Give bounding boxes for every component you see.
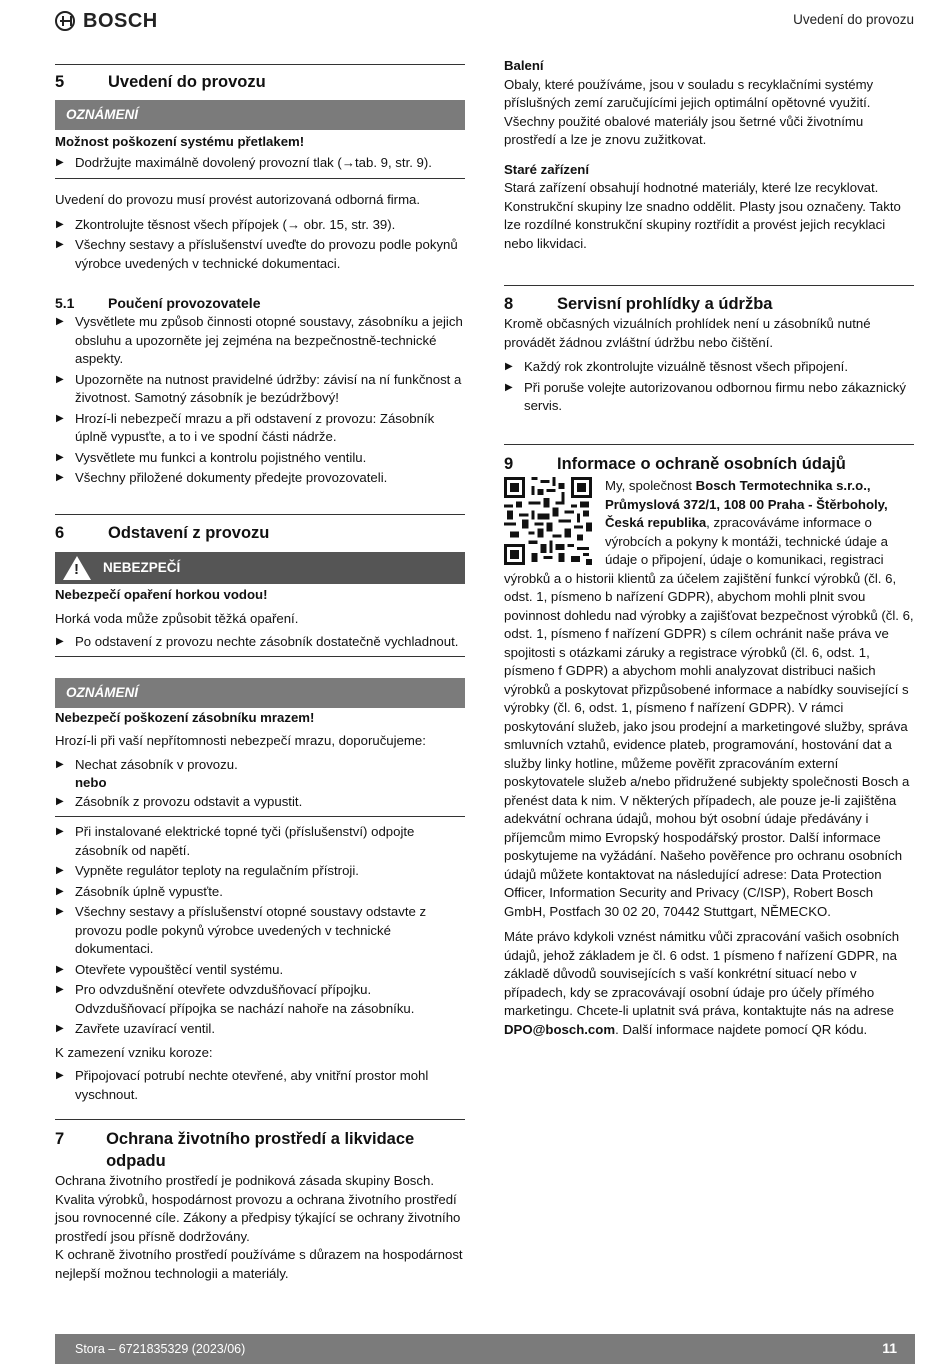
right-column-section-9 bbox=[504, 444, 914, 1039]
list-item: ▶ Všechny sestavy a příslušenství uveďte do provozu podle pokynů výrobce uvedených v technické dokumentaci. bbox=[55, 236, 465, 273]
divider bbox=[55, 656, 465, 657]
qr-code-icon[interactable] bbox=[504, 477, 592, 565]
page-number: 11 bbox=[882, 1340, 897, 1356]
running-header: Uvedení do provozu bbox=[793, 12, 914, 27]
privacy-paragraph-2: Máte právo kdykoli vznést námitku vůči zpracování vašich osobních údajů, jehož základem je čl. 6 odst. 1 písmeno f nařízení GDPR, na základě důvodů souvisejících s vaší konkrétní situací nebo v případech, kdy se zpracovávají osobní údaje pro účely přímého marketingu. Chcete-li uplatnit svá práva, kontaktujte nás na adrese DPO@bosch.com. Další informace najdete pomocí QR kódu. bbox=[504, 929, 900, 1037]
divider bbox=[55, 514, 465, 515]
bosch-logo bbox=[55, 8, 158, 34]
list-item: ▶ Každý rok zkontrolujte vizuálně těsnost všech připojení. bbox=[504, 358, 914, 377]
section-7-heading: 7 Ochrana životního prostředí a likvidace odpadu bbox=[55, 1130, 415, 1170]
notice-list-2 bbox=[55, 793, 465, 812]
left-column-section-6 bbox=[55, 514, 465, 1104]
notice-label: OZNÁMENÍ bbox=[55, 100, 465, 130]
list-item: ▶ Zavřete uzavírací ventil. bbox=[55, 1020, 465, 1039]
list-item: ▶ Zásobník z provozu odstavit a vypustit. bbox=[55, 793, 465, 812]
danger-text: Horká voda může způsobit těžká opaření. bbox=[55, 610, 299, 626]
corrosion-list bbox=[55, 1067, 465, 1104]
list-item: ▶ Zkontrolujte těsnost všech přípojek (→ obr. 15, str. 39). bbox=[55, 216, 465, 235]
list-item: ▶ Po odstavení z provozu nechte zásobník dostatečně vychladnout. bbox=[55, 633, 465, 652]
left-column-section-7 bbox=[55, 1119, 465, 1283]
document-id: Stora – 6721835329 (2023/06) bbox=[75, 1342, 246, 1356]
notice-list bbox=[55, 756, 465, 775]
notice-list bbox=[55, 154, 465, 173]
section-5-heading: 5 Uvedení do provozu bbox=[55, 73, 266, 91]
list-item: ▶ Nechat zásobník v provozu. bbox=[55, 756, 465, 775]
section-6-list bbox=[55, 823, 465, 1039]
list-item: ▶ Vysvětlete mu funkci a kontrolu pojistného ventilu. bbox=[55, 449, 465, 468]
dpo-email-link[interactable]: DPO@bosch.com bbox=[504, 1021, 616, 1037]
list-item: ▶ Upozorněte na nutnost pravidelné údržby: závisí na ní funkčnost a životnost. Samotný zásobník je bezúdržbový! bbox=[55, 371, 465, 408]
section-8-heading: 8 Servisní prohlídky a údržba bbox=[504, 295, 773, 313]
paragraph: Ochrana životního prostředí je podniková zásada skupiny Bosch. Kvalita výrobků, hospodárnost provozu a ochrana životního prostředí jsou rovnocenné cíle. Zákony a předpisy týkající se ochrany životního prostředí jsou přísně dodržovány. bbox=[55, 1173, 461, 1244]
list-item: ▶ Při instalované elektrické topné tyči (příslušenství) odpojte zásobník od napětí. bbox=[55, 823, 465, 860]
section-9-heading: 9 Informace o ochraně osobních údajů bbox=[504, 455, 846, 473]
list-item: ▶ Dodržujte maximálně dovolený provozní tlak (→tab. 9, str. 9). bbox=[55, 154, 465, 173]
divider bbox=[55, 1119, 465, 1120]
divider bbox=[55, 816, 465, 817]
list-item: ▶ Vysvětlete mu způsob činnosti otopné soustavy, zásobníku a jejich obsluhu a upozorněte jej zejména na bezpečnostně-technické aspekty. bbox=[55, 313, 465, 369]
right-column bbox=[504, 57, 914, 253]
left-column bbox=[55, 64, 465, 488]
list-item: ▶ Hrozí-li nebezpečí mrazu a při odstavení z provozu: Zásobník úplně vypusťte, a to i ve spodní části nádrže. bbox=[55, 410, 465, 447]
privacy-block bbox=[504, 477, 914, 1039]
section-5-list bbox=[55, 216, 465, 274]
list-item: ▶ Všechny sestavy a příslušenství otopné soustavy odstavte z provozu podle pokynů výrobce uvedených v technické dokumentaci. bbox=[55, 903, 465, 959]
page-footer bbox=[55, 1334, 915, 1364]
notice-heading: Možnost poškození systému přetlakem! bbox=[55, 134, 305, 149]
paragraph: Stará zařízení obsahují hodnotné materiály, které lze recyklovat. Konstrukční skupiny lze snadno oddělit. Plasty jsou označeny. Takto lze rozdílné konstrukční skupiny roztřídit a provést jejich recyklaci nebo likvidaci. bbox=[504, 180, 901, 251]
old-device-heading: Staré zařízení bbox=[504, 161, 590, 177]
brand-name: BOSCH bbox=[83, 9, 158, 32]
divider bbox=[55, 178, 465, 179]
bosch-armature-icon bbox=[55, 11, 75, 31]
list-item: ▶ Vypněte regulátor teploty na regulačním přístroji. bbox=[55, 862, 465, 881]
list-item: ▶ Pro odvzdušnění otevřete odvzdušňovací přípojku. Odvzdušňovací přípojka se nachází nahoře na zásobníku. bbox=[55, 981, 465, 1018]
list-item: ▶ Při poruše volejte autorizovanou odbornou firmu nebo zákaznický servis. bbox=[504, 379, 914, 416]
list-item: ▶ Připojovací potrubí nechte otevřené, aby vnitřní prostor mohl vyschnout. bbox=[55, 1067, 465, 1104]
danger-heading: Nebezpečí opaření horkou vodou! bbox=[55, 587, 268, 602]
paragraph: Kromě občasných vizuálních prohlídek není u zásobníků nutné provádět žádnou zvláštní údržbu nebo čištění. bbox=[504, 316, 871, 350]
section-6-heading: 6 Odstavení z provozu bbox=[55, 524, 270, 542]
privacy-paragraph: My, společnost Bosch Termotechnika s.r.o., Průmyslová 372/1, 108 00 Praha - Štěrboholy, Česká republika, zpracováváme informace o výrobcích a pokyny k montáži, technické údaje a údaje o připojení, údaje o komunikaci, registraci výrobků a o historii klientů za účelem zajištění funkcí výrobků (čl. 6, odst. 1, písmeno b nařízení GDPR), abychom mohli plnit svou povinnost dohledu nad výrobky a zajišťovat bezpečnost výrobků (čl. 6, odst. 1, písmeno f nařízení GDPR) s cílem ochránit naše práva ve spojitosti s otázkami záruky a registrace výrobků (čl. 6, odst. 1, písmeno f GDPR) a abychom mohli analyzovat distribuci našich výrobků a poskytovat přizpůsobené informace a nabídky související s výrobky (čl. 6, odst. 1, písmeno f nařízení GDPR). V rámci poskytování služeb, jako jsou prodejní a marketingové služby, správa smluvních vztahů, evidence plateb, programování, hostování dat a služby linky hotline, můžeme pověřit zpracováním externí poskytovatele služeb a/nebo přidružené subjekty společnosti Bosch a přenést data k nim. V některých případech, ale pouze je-li zajištěna adekvátní ochrana údajů, mohou být osobní údaje předávány i příjemcům mimo Evropský hospodářský prostor. Další informace poskytujeme na vyžádání. Našeho pověřence pro ochranu osobních údajů můžete kontaktovat na následující adrese: Data Protection Officer, Information Security and Privacy (C/ISP), Robert Bosch GmbH, Postfach 30 02 20, 70442 Stuttgart, NĚMECKO. bbox=[504, 478, 914, 919]
list-item: ▶ Všechny přiložené dokumenty předejte provozovateli. bbox=[55, 469, 465, 488]
section-5-1-heading: 5.1 Poučení provozovatele bbox=[55, 295, 261, 311]
company-name: Bosch Termotechnika s.r.o., Průmyslová 372/1, 108 00 Praha - Štěrboholy, Česká republika bbox=[605, 478, 888, 530]
paragraph: Uvedení do provozu musí provést autorizovaná odborná firma. bbox=[55, 192, 421, 207]
warning-triangle-icon: ! bbox=[63, 556, 91, 580]
section-5-1-list bbox=[55, 313, 465, 488]
notice-or: nebo bbox=[75, 775, 107, 790]
paragraph: K ochraně životního prostředí používáme s důrazem na hospodárnost nejlepší možnou technologii a materiály. bbox=[55, 1247, 463, 1281]
paragraph: K zamezení vzniku koroze: bbox=[55, 1044, 213, 1060]
packaging-heading: Balení bbox=[504, 58, 544, 73]
right-column-section-8 bbox=[504, 285, 914, 416]
list-item: ▶ Otevřete vypouštěcí ventil systému. bbox=[55, 961, 465, 980]
divider bbox=[504, 444, 914, 445]
divider bbox=[504, 285, 914, 286]
notice-label: OZNÁMENÍ bbox=[55, 678, 465, 708]
notice-heading: Nebezpečí poškození zásobníku mrazem! bbox=[55, 709, 315, 725]
divider bbox=[55, 64, 465, 65]
danger-list bbox=[55, 633, 465, 652]
paragraph: Obaly, které používáme, jsou v souladu s recyklačními systémy příslušných zemí zaručujícími jejich optimální opětovné využití. Všechny použité obalové materiály jsou šetrné vůči životnímu prostředí a lze je znovu zužitkovat. bbox=[504, 76, 874, 147]
danger-label: ! NEBEZPEČÍ bbox=[55, 552, 465, 584]
section-8-list bbox=[504, 358, 914, 416]
list-item: ▶ Zásobník úplně vypusťte. bbox=[55, 883, 465, 902]
notice-text: Hrozí-li při vaší nepřítomnosti nebezpečí mrazu, doporučujeme: bbox=[55, 733, 426, 748]
